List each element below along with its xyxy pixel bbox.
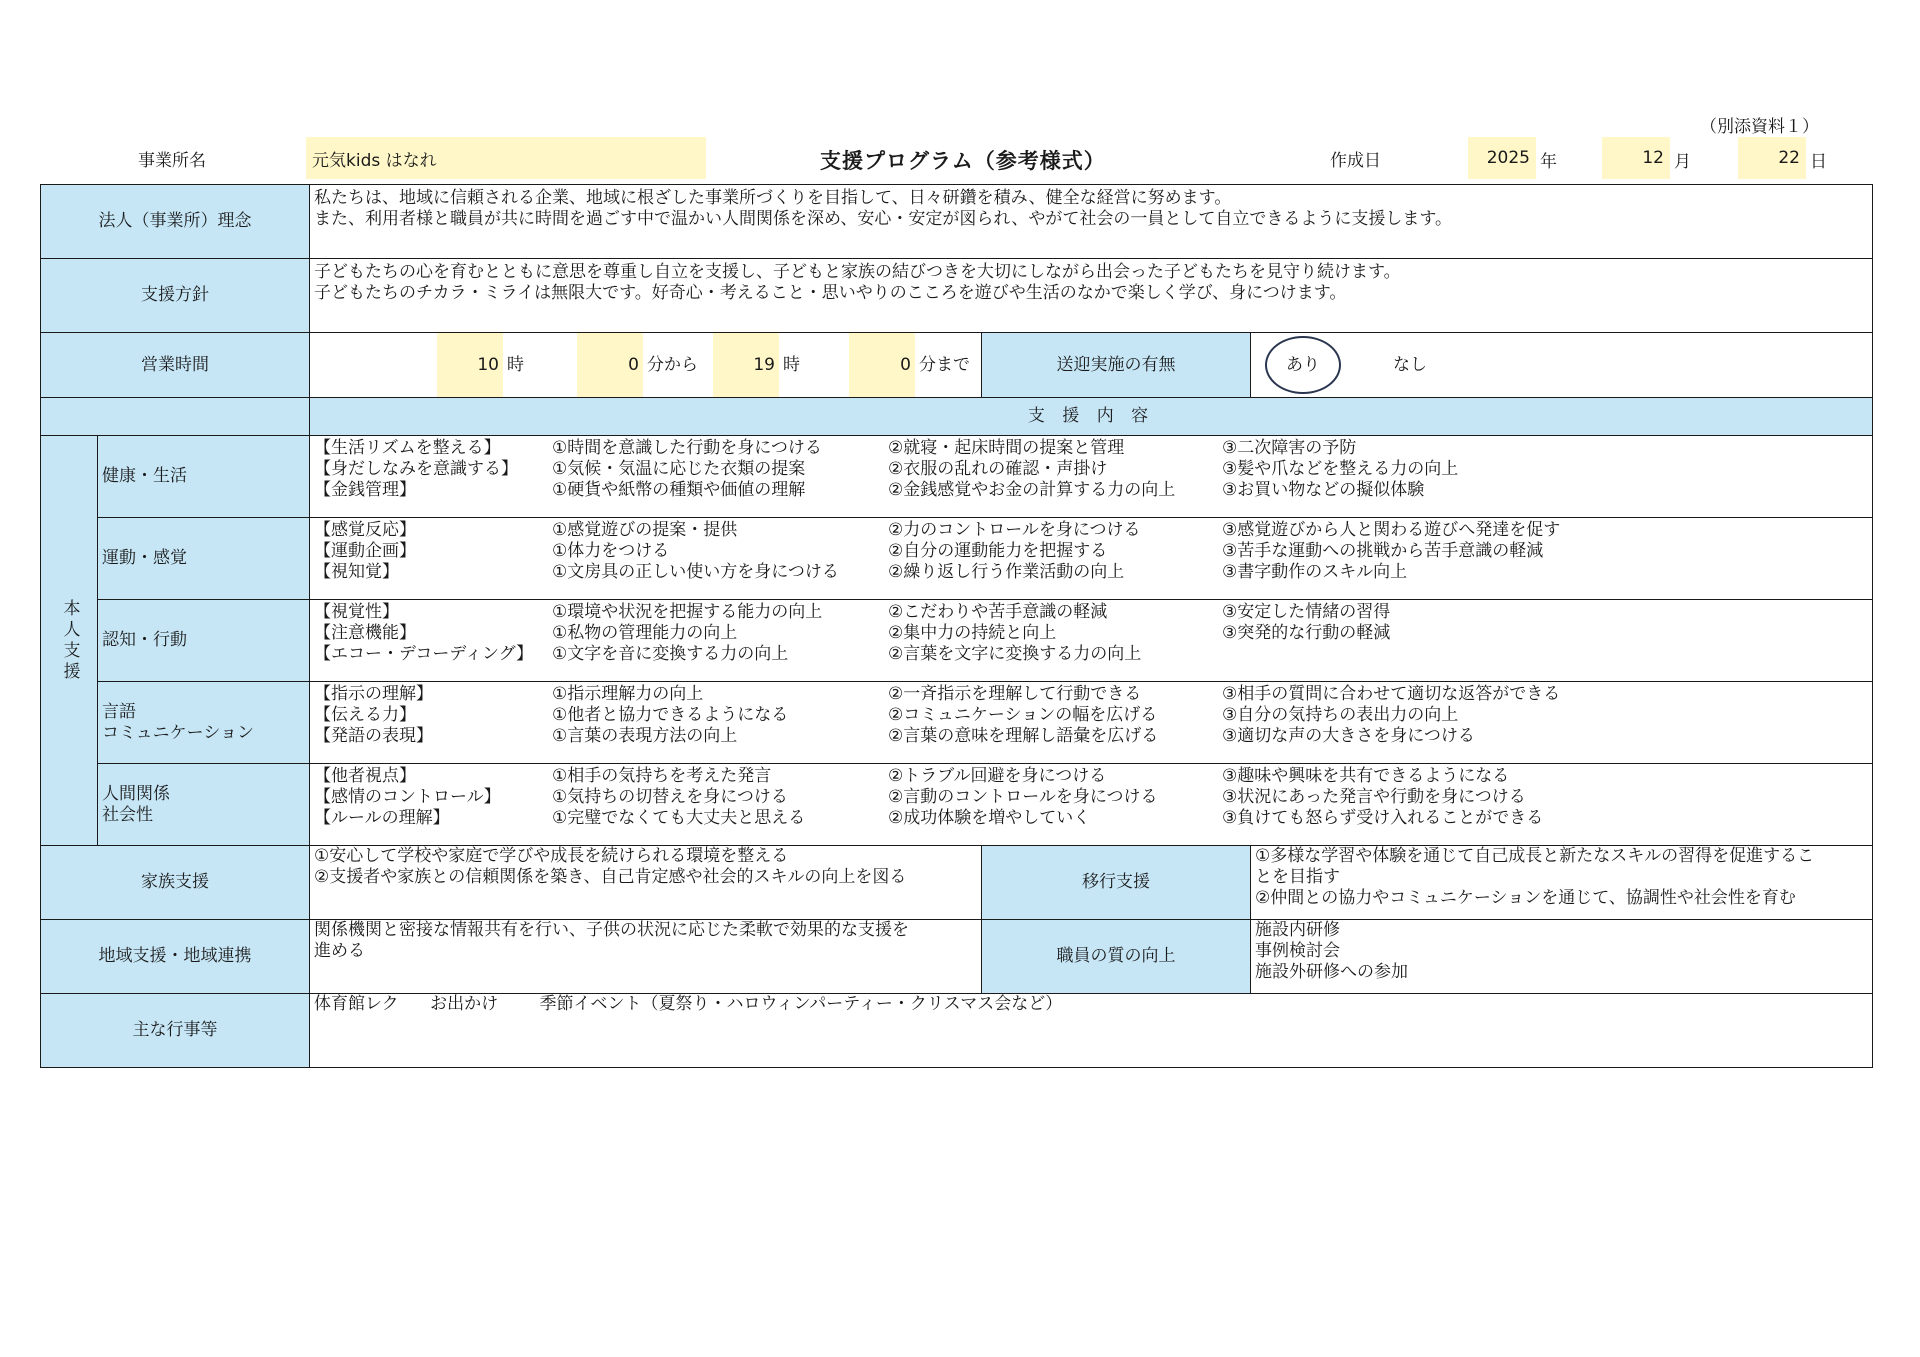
transport-cell [1251,333,1873,398]
day-field[interactable]: 22 [1738,137,1806,179]
goal-item: ③髪や爪などを整える力の向上 [1222,459,1459,479]
section-health-life-content [310,436,1873,518]
goal-category: 【視知覚】 [314,562,399,582]
philosophy-line: また、利用者様と職員が共に時間を過ごす中で温かい人間関係を深め、安心・安定が図られ、やがて社会の一員として自立できるように支援します。 [314,209,1452,229]
goal-category: 【他者視点】 [314,766,416,786]
policy-line: 子どもたちの心を育むとともに意思を尊重し自立を支援し、子どもと家族の結びつきを大切にしながら出会った子どもたちを見守り続けます。 [314,262,1401,282]
goal-item: ①言葉の表現方法の向上 [552,726,738,746]
goal-item: ①私物の管理能力の向上 [552,623,738,643]
goal-item: ③自分の気持ちの表出力の向上 [1222,705,1459,725]
transport-no-option[interactable]: なし [1393,354,1427,375]
policy-label: 支援方針 [41,259,310,333]
policy-line: 子どもたちのチカラ・ミライは無限大です。好奇心・考えること・思いやりのこころを遊びや生活のなかで楽しく学び、身につけます。 [314,283,1347,303]
goal-item: ③感覚遊びから人と関わる遊びへ発達を促す [1222,520,1561,540]
family-line: ①安心して学校や家庭で学びや成長を続けられる環境を整える [314,846,789,866]
goal-item: ②金銭感覚やお金の計算する力の向上 [888,480,1176,500]
goal-item: ③趣味や興味を共有できるようになる [1222,766,1510,786]
section-cognition-behavior: 認知・行動 [98,600,310,682]
community-line: 進める [314,941,365,961]
goal-category: 【指示の理解】 [314,684,433,704]
goal-category: 【生活リズムを整える】 [314,438,501,458]
goal-category: 【金銭管理】 [314,480,416,500]
staff-quality-label: 職員の質の向上 [982,920,1251,994]
section-cognition-behavior-content [310,600,1873,682]
date-label: 作成日 [1330,151,1381,171]
hour-unit: 時 [507,354,524,375]
year-unit: 年 [1540,152,1557,172]
community-support-text [310,920,982,994]
goal-item: ③状況にあった発言や行動を身につける [1222,787,1526,807]
annex-label: （別添資料１） [1700,117,1819,137]
hours-cell [310,333,982,398]
goal-item: ③相手の質問に合わせて適切な返答ができる [1222,684,1561,704]
family-line: ②支援者や家族との信頼関係を築き、自己肯定感や社会的スキルの向上を図る [314,867,907,887]
community-line: 関係機関と密接な情報共有を行い、子供の状況に応じた柔軟で効果的な支援を [314,920,909,940]
goal-item: ①指示理解力の向上 [552,684,704,704]
goal-item: ③負けても怒らず受け入れることができる [1222,808,1544,828]
event-item: お出かけ [430,994,499,1014]
personal-support-text: 本人支援 [59,598,80,683]
goal-item: ①他者と協力できるようになる [552,705,789,725]
goal-item: ②コミュニケーションの幅を広げる [888,705,1158,725]
start-min-field[interactable]: 0 [577,333,643,397]
transition-line: ①多様な学習や体験を通じて自己成長と新たなスキルの習得を促進するこ [1255,846,1815,866]
events-text [310,994,1873,1068]
hour-unit: 時 [783,354,800,375]
goal-item: ③二次障害の予防 [1222,438,1357,458]
goal-item: ③安定した情緒の習得 [1222,602,1391,622]
goal-item: ②就寝・起床時間の提案と管理 [888,438,1125,458]
goal-item: ②衣服の乱れの確認・声掛け [888,459,1108,479]
policy-text [310,259,1873,333]
transport-label: 送迎実施の有無 [982,333,1251,398]
goal-item: ③苦手な運動への挑戦から苦手意識の軽減 [1222,541,1544,561]
personal-support-label [41,436,98,846]
goal-category: 【視覚性】 [314,602,399,622]
section-language-communication: 言語 コミュニケーション [98,682,310,764]
office-name-field[interactable]: 元気kids はなれ [306,137,706,179]
staff-line: 事例検討会 [1255,941,1340,961]
goal-item: ②成功体験を増やしていく [888,808,1091,828]
goal-item: ②言動のコントロールを身につける [888,787,1158,807]
support-contents-header: 支 援 内 容 [310,398,1873,436]
end-min-field[interactable]: 0 [849,333,915,397]
goal-item: ②トラブル回避を身につける [888,766,1107,786]
staff-line: 施設外研修への参加 [1255,962,1408,982]
philosophy-label: 法人（事業所）理念 [41,185,310,259]
section-relationships-social: 人間関係 社会性 [98,764,310,846]
section-relationships-social-content [310,764,1873,846]
goal-category: 【運動企画】 [314,541,416,561]
month-field[interactable]: 12 [1602,137,1670,179]
goal-item: ③適切な声の大きさを身につける [1222,726,1475,746]
goal-item: ①完璧でなくても大丈夫と思える [552,808,806,828]
support-header-spacer [41,398,310,436]
goal-item: ①時間を意識した行動を身につける [552,438,822,458]
transition-line: ②仲間との協力やコミュニケーションを通じて、協調性や社会性を育む [1255,888,1796,908]
goal-item: ①環境や状況を把握する能力の向上 [552,602,823,622]
from-unit: 分から [647,354,698,375]
philosophy-line: 私たちは、地域に信頼される企業、地域に根ざした事業所づくりを目指して、日々研鑽を積み、健全な経営に努めます。 [314,188,1232,208]
end-hour-field[interactable]: 19 [713,333,779,397]
goal-item: ②一斉指示を理解して行動できる [888,684,1142,704]
section-motor-sensory-content [310,518,1873,600]
community-support-label: 地域支援・地域連携 [41,920,310,994]
goal-category: 【伝える力】 [314,705,416,725]
goal-item: ②繰り返し行う作業活動の向上 [888,562,1125,582]
goal-item: ①気候・気温に応じた衣類の提案 [552,459,806,479]
support-program-table [40,184,1873,1068]
goal-category: 【ルールの理解】 [314,808,450,828]
section-health-life: 健康・生活 [98,436,310,518]
goal-item: ②力のコントロールを身につける [888,520,1141,540]
goal-item: ③突発的な行動の軽減 [1222,623,1391,643]
goal-item: ①体力をつける [552,541,670,561]
events-label: 主な行事等 [41,994,310,1068]
goal-item: ①相手の気持ちを考えた発言 [552,766,772,786]
goal-category: 【注意機能】 [314,623,416,643]
until-unit: 分まで [919,354,970,375]
hours-label: 営業時間 [41,333,310,398]
transition-line: とを目指す [1255,867,1340,887]
goal-item: ①感覚遊びの提案・提供 [552,520,738,540]
goal-item [1222,644,1868,665]
start-hour-field[interactable]: 10 [437,333,503,397]
goal-category: 【感情のコントロール】 [314,787,501,807]
staff-quality-text [1251,920,1873,994]
goal-item: ①気持ちの切替えを身につける [552,787,788,807]
day-unit: 日 [1810,152,1827,172]
goal-item: ②自分の運動能力を把握する [888,541,1108,561]
goal-item: ①文房具の正しい使い方を身につける [552,562,839,582]
office-label: 事業所名 [138,151,206,171]
transition-support-label: 移行支援 [982,846,1251,920]
goal-item: ②こだわりや苦手意識の軽減 [888,602,1108,622]
transport-yes-option[interactable]: あり [1265,336,1341,394]
goal-item: ①硬貨や紙幣の種類や価値の理解 [552,480,806,500]
philosophy-text [310,185,1873,259]
goal-category: 【発語の表現】 [314,726,433,746]
family-support-label: 家族支援 [41,846,310,920]
goal-item: ②集中力の持続と向上 [888,623,1057,643]
section-motor-sensory: 運動・感覚 [98,518,310,600]
event-item: 体育館レク [314,994,399,1014]
goal-item: ③お買い物などの擬似体験 [1222,480,1425,500]
family-support-text [310,846,982,920]
section-language-communication-content [310,682,1873,764]
goal-category: 【身だしなみを意識する】 [314,459,518,479]
year-field[interactable]: 2025 [1468,137,1536,179]
month-unit: 月 [1674,152,1691,172]
goal-item: ②言葉の意味を理解し語彙を広げる [888,726,1159,746]
goal-item: ②言葉を文字に変換する力の向上 [888,644,1142,664]
goal-category: 【感覚反応】 [314,520,416,540]
goal-item: ①文字を音に変換する力の向上 [552,644,789,664]
transition-support-text [1251,846,1873,920]
event-item: 季節イベント（夏祭り・ハロウィンパーティー・クリスマス会など） [539,994,1063,1014]
staff-line: 施設内研修 [1255,920,1340,940]
goal-item: ③書字動作のスキル向上 [1222,562,1408,582]
goal-category: 【エコー・デコーディング】 [314,644,534,664]
page-title: 支援プログラム（参考様式） [820,149,1106,173]
